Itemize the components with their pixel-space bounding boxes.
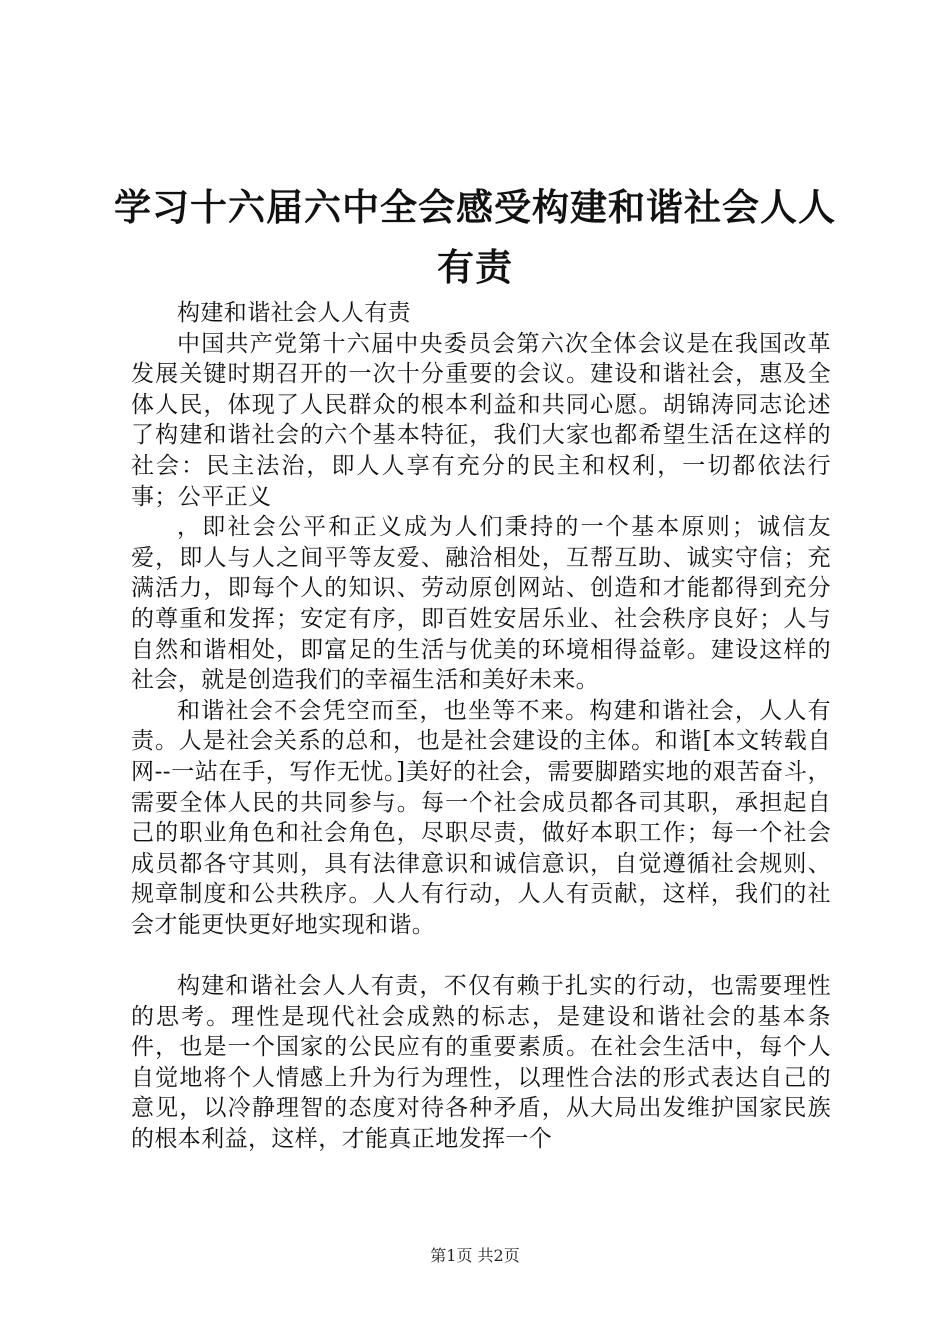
page-number-footer: 第1页 共2页 (430, 1246, 520, 1265)
paragraph-1: 中国共产党第十六届中央委员会第六次全体会议是在我国改革发展关键时期召开的一次十分重要的会议。建设和谐社会，惠及全体人民，体现了人民群众的根本利益和共同心愿。胡锦涛同志论述了构建和谐社会的六个基本特征，我们大家也都希望生活在这样的社会：民主法治，即人人享有充分的民主和权利，一切都依法行事；公平正义 (131, 330, 831, 510)
document-title: 学习十六届六中全会感受构建和谐社会人人有责 (114, 186, 836, 289)
document-body (131, 298, 831, 1155)
paragraph-4: 构建和谐社会人人有责，不仅有赖于扎实的行动，也需要理性的思考。理性是现代社会成熟的标志，是建设和谐社会的基本条件，也是一个国家的公民应有的重要素质。在社会生活中，每个人自觉地将个人情感上升为行为理性，以理性合法的形式表达自己的意见，以冷静理智的态度对待各种矛盾，从大局出发维护国家民族的根本利益，这样，才能真正地发挥一个 (131, 973, 831, 1153)
paragraph-3: 和谐社会不会凭空而至，也坐等不来。构建和谐社会，人人有责。人是社会关系的总和，也是社会建设的主体。和谐[本文转载自网--一站在手，写作无忧。]美好的社会，需要脚踏实地的艰苦奋斗，需要全体人民的共同参与。每一个社会成员都各司其职，承担起自己的职业角色和社会角色，尽职尽责，做好本职工作；每一个社会成员都各守其则，具有法律意识和诚信意识，自觉遵循社会规则、规章制度和公共秩序。人人有行动，人人有贡献，这样，我们的社会才能更快更好地实现和谐。 (131, 697, 831, 938)
paragraph-subtitle: 构建和谐社会人人有责 (177, 300, 411, 326)
paragraph-2: ，即社会公平和正义成为人们秉持的一个基本原则；诚信友爱，即人与人之间平等友爱、融洽相处，互帮互助、诚实守信；充满活力，即每个人的知识、劳动原创网站、创造和才能都得到充分的尊重和发挥；安定有序，即百姓安居乐业、社会秩序良好；人与自然和谐相处，即富足的生活与优美的环境相得益彰。建设这样的社会，就是创造我们的幸福生活和美好未来。 (131, 514, 831, 694)
